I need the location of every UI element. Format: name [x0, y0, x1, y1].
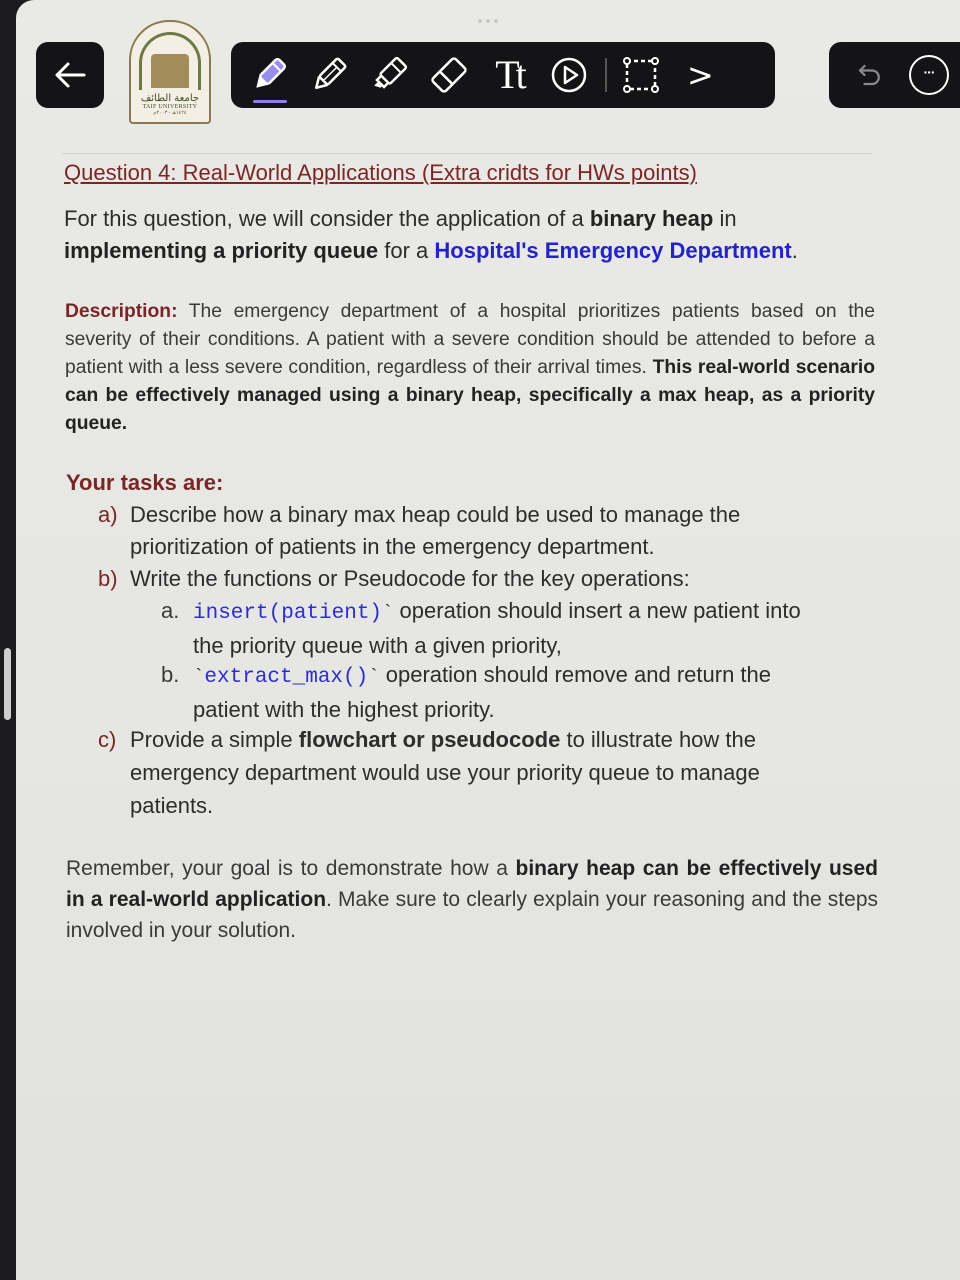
side-handle[interactable] — [4, 648, 11, 720]
undo-button[interactable] — [849, 55, 889, 95]
logo-sub-text: ١٤٢٤هـ - ٢٠٠٣م — [153, 110, 187, 116]
highlighter-icon — [369, 55, 409, 95]
eraser-tool-button[interactable] — [425, 51, 473, 99]
intro-paragraph: For this question, we will consider the application of a binary heap in implementing a priority queue for a Hospital's Emergency Department. — [64, 206, 798, 263]
more-tools-chevron-icon[interactable]: > — [687, 56, 714, 94]
description-paragraph: Description: The emergency department of a hospital prioritizes patients based on the severity of their conditions. A patient with a severe condition should be attended to before a patient with a less severe condition, regardless of their arrival times. This real-world scenario can be effectively managed using a binary heap, specifically a max heap, as a priority queue. — [65, 301, 875, 434]
undo-icon — [854, 60, 884, 90]
pencil-icon — [309, 55, 349, 95]
play-button[interactable] — [545, 51, 593, 99]
tasks-heading: Your tasks are: — [66, 470, 224, 495]
arrow-left-icon — [53, 60, 87, 90]
task-b: b) Write the functions or Pseudocode for the key operations: — [98, 566, 690, 591]
annotation-toolbar — [231, 42, 775, 108]
remember-paragraph: Remember, your goal is to demonstrate how a binary heap can be effectively used in a real-world application. Make sure to clearly explain your reasoning and the steps involved in your solution. — [66, 857, 878, 942]
question-title: Question 4: Real-World Applications (Extra cridts for HWs points) — [64, 160, 697, 185]
more-menu-button[interactable] — [909, 55, 949, 95]
task-b-sub-b: b. `extract_max()` operation should remove and return the patient with the highest priority. — [161, 662, 771, 722]
task-b-sub-a: a. insert(patient)` operation should insert a new patient into the priority queue with a given priority, — [161, 598, 801, 658]
multitasking-dots-icon[interactable] — [478, 10, 518, 16]
more-dots-icon: ··· — [923, 64, 935, 80]
lasso-select-button[interactable] — [617, 51, 665, 99]
page-divider — [62, 153, 872, 154]
pencil-tool-button[interactable] — [305, 51, 353, 99]
university-logo — [129, 20, 211, 124]
right-toolbar — [829, 42, 960, 108]
logo-emblem — [151, 54, 189, 88]
text-tool-button[interactable] — [485, 51, 533, 99]
task-c: c) Provide a simple flowchart or pseudocode to illustrate how the emergency department would use your priority queue to manage patients. — [98, 727, 760, 818]
task-a: a) Describe how a binary max heap could be used to manage the prioritization of patients in the emergency department. — [98, 502, 741, 559]
back-button[interactable] — [36, 42, 104, 108]
text-tool-icon: Tt — [495, 52, 523, 97]
highlighter-tool-button[interactable] — [365, 51, 413, 99]
toolbar-divider — [605, 58, 607, 92]
lasso-select-icon — [621, 55, 661, 95]
play-icon — [549, 55, 589, 95]
pen-tool-button[interactable] — [245, 51, 293, 99]
pen-icon — [249, 55, 289, 95]
eraser-icon — [429, 55, 469, 95]
logo-arabic-text: جامعة الطائف — [140, 93, 200, 104]
logo-english-text: TAIF UNIVERSITY — [142, 104, 198, 110]
